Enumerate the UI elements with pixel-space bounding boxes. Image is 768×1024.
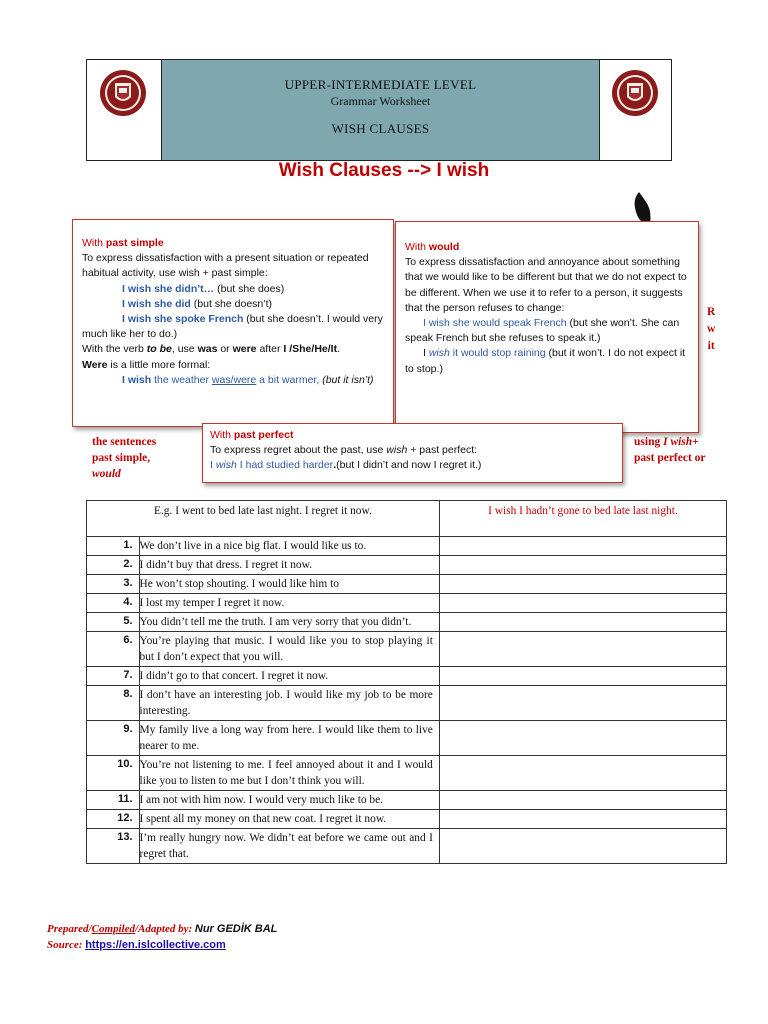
example-1: I wish she would speak French (but she won’t. She can speak French but she refuses to speak it.) [405,317,680,345]
answer-cell[interactable] [439,721,726,756]
rule-text: To express dissatisfaction with a present situation or repeated habitual activity, use wish + past simple: [82,252,369,280]
example-question: E.g. I went to bed late last night. I regret it now. [87,501,440,537]
table-row [87,810,727,829]
question-number: 5. [87,613,140,632]
answer-cell[interactable] [439,810,726,829]
example-4: I wish the weather was/were a bit warmer, (but it isn’t) [122,373,374,386]
question-number: 3. [87,575,140,594]
table-row [87,613,727,632]
question-number: 9. [87,721,140,756]
question-number: 13. [87,829,140,864]
example-2: I wish she did (but she doesn’t) [122,297,272,310]
answer-cell[interactable] [439,594,726,613]
exercise-table [86,500,727,864]
page-title: Wish Clauses --> I wish [278,160,490,181]
question-text: I didn’t buy that dress. I regret it now. [139,556,439,575]
question-number: 2. [87,556,140,575]
box-lead: With [210,429,234,441]
author-name: Nur GEDİK BAL [194,923,278,935]
verb-rule: With the verb to be, use was or were after I /She/He/It. [82,343,340,356]
question-text: I am not with him now. I would very much like to be. [139,791,439,810]
box-heading: past perfect [233,429,294,441]
question-number: 12. [87,810,140,829]
box-lead: With [82,237,106,249]
crest-icon [611,69,659,117]
question-number: 6. [87,632,140,667]
cut-off-side-text: R w it [707,306,716,352]
source-link[interactable]: https://en.islcollective.com [85,939,226,951]
answer-cell[interactable] [439,556,726,575]
question-number: 7. [87,667,140,686]
table-row [87,686,727,721]
right-side-note: using I wish+ past perfect or [634,436,706,464]
table-row [87,537,727,556]
source-line: Source: https://en.islcollective.com [47,939,226,951]
question-number: 10. [87,756,140,791]
question-text: He won’t stop shouting. I would like him to [139,575,439,594]
answer-cell[interactable] [439,575,726,594]
left-side-note: the sentences past simple, would [92,436,157,480]
question-text: My family live a long way from here. I would like them to live nearer to me. [139,721,439,756]
question-text: I lost my temper I regret it now. [139,594,439,613]
prepared-by: Prepared/Compiled/Adapted by: Nur GEDİK BAL [47,923,278,935]
answer-cell[interactable] [439,613,726,632]
level-title: UPPER-INTERMEDIATE LEVEL [284,77,477,92]
crest-icon [99,69,147,117]
would-box [395,221,699,433]
question-text: You didn’t tell me the truth. I am very sorry that you didn’t. [139,613,439,632]
table-row [87,556,727,575]
question-text: You’re playing that music. I would like you to stop playing it but I don’t expect that you will. [139,632,439,667]
question-number: 4. [87,594,140,613]
example-3: I wish she spoke French (but she doesn’t. I would very much like her to do.) [82,313,383,341]
table-row [87,632,727,667]
table-row [87,829,727,864]
question-text: You’re not listening to me. I feel annoyed about it and I would like you to listen to me but I don’t think you will. [139,756,439,791]
box-heading: past simple [105,237,164,249]
question-text: I spent all my money on that new coat. I regret it now. [139,810,439,829]
answer-cell[interactable] [439,829,726,864]
box-heading: would [428,241,460,253]
answer-cell[interactable] [439,756,726,791]
worksheet-header [86,59,672,161]
answer-cell[interactable] [439,686,726,721]
question-text: I didn’t go to that concert. I regret it now. [139,667,439,686]
table-row [87,756,727,791]
example-2: I wish it would stop raining (but it won’t. I do not expect it to stop.) [405,347,686,375]
answer-cell[interactable] [439,632,726,667]
question-number: 1. [87,537,140,556]
question-number: 11. [87,791,140,810]
example-row [87,501,727,537]
box-lead: With [405,241,429,253]
past-perfect-box [202,423,623,483]
answer-cell[interactable] [439,791,726,810]
answer-cell[interactable] [439,667,726,686]
table-row [87,721,727,756]
topic-title: WISH CLAUSES [331,121,430,136]
rule-text: To express regret about the past, use wish + past perfect: [210,444,478,457]
table-row [87,594,727,613]
past-simple-box [72,219,394,427]
question-text: We don’t live in a nice big flat. I would like us to. [139,537,439,556]
header-title-panel [161,60,600,160]
example-1: I wish she didn’t… (but she does) [122,282,285,295]
example-1: I wish I had studied harder.(but I didn’t and now I regret it.) [210,459,482,472]
table-row [87,791,727,810]
table-row [87,575,727,594]
question-text: I don’t have an interesting job. I would like my job to be more interesting. [139,686,439,721]
rule-text: To express dissatisfaction and annoyance about something that we would like to be different but that we do not expect to be different. When we use it to refer to a person, it suggests that the person refuses to change: [405,256,687,314]
answer-cell[interactable] [439,537,726,556]
question-number: 8. [87,686,140,721]
table-row [87,667,727,686]
formal-note: Were is a little more formal: [82,358,211,371]
example-answer: I wish I hadn’t gone to bed late last night. [439,501,726,537]
question-text: I’m really hungry now. We didn’t eat before we came out and I regret that. [139,829,439,864]
worksheet-subtitle: Grammar Worksheet [330,94,431,108]
